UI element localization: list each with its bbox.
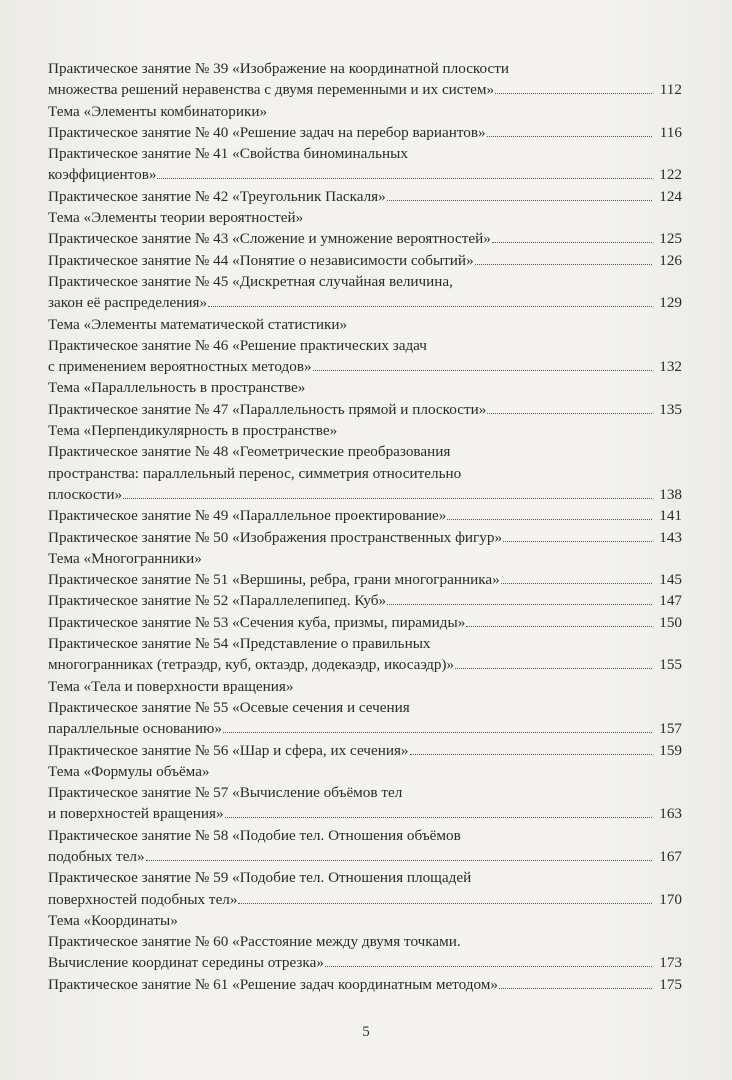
topic-title: Тема «Формулы объёма» [48, 762, 210, 780]
dot-leader [475, 264, 652, 265]
topic-line [48, 676, 682, 697]
toc-entry [48, 740, 682, 761]
entry-page-number: 145 [659, 571, 682, 589]
entry-title-line: Практическое занятие № 59 «Подобие тел. Отношения площадей [48, 869, 472, 887]
entry-title-line: Практическое занятие № 54 «Представление о правильных [48, 635, 431, 653]
topic-title: Тема «Перпендикулярность в пространстве» [48, 422, 338, 440]
entry-title-line: Практическое занятие № 40 «Решение задач на перебор вариантов» [48, 123, 486, 141]
entry-title-line: Практическое занятие № 55 «Осевые сечения и сечения [48, 698, 410, 716]
entry-title-line: пространства: параллельный перенос, симметрия относительно [48, 464, 462, 482]
entry-page-number: 116 [659, 123, 682, 141]
entry-line [48, 399, 682, 420]
entry-page-number: 167 [659, 847, 682, 865]
entry-page-number: 112 [659, 81, 682, 99]
toc-topic-heading [48, 314, 682, 335]
toc-entry [48, 186, 682, 207]
entry-title-line: множества решений неравенства с двумя переменными и их систем» [48, 81, 495, 99]
entry-line [48, 633, 682, 654]
toc-topic-heading [48, 101, 682, 122]
toc-entry [48, 505, 682, 526]
topic-title: Тема «Элементы комбинаторики» [48, 102, 268, 120]
toc-topic-heading [48, 910, 682, 931]
dot-leader [492, 242, 652, 243]
entry-line [48, 463, 682, 484]
entry-title-line: подобных тел» [48, 847, 145, 865]
dot-leader [157, 178, 652, 179]
entry-title-line: Практическое занятие № 57 «Вычисление объёмов тел [48, 784, 403, 802]
dot-leader [487, 413, 652, 414]
entry-line [48, 356, 682, 377]
topic-line [48, 377, 682, 398]
entry-title-line: Практическое занятие № 61 «Решение задач координатным методом» [48, 975, 499, 993]
entry-page-number: 173 [659, 954, 682, 972]
entry-line [48, 228, 682, 249]
dot-leader [146, 860, 652, 861]
entry-line [48, 335, 682, 356]
dot-leader [123, 498, 652, 499]
topic-line [48, 910, 682, 931]
entry-line [48, 846, 682, 867]
entry-page-number: 124 [659, 187, 682, 205]
toc-entry [48, 931, 682, 974]
table-of-contents [48, 58, 682, 995]
entry-title-line: Практическое занятие № 42 «Треугольник Паскаля» [48, 187, 386, 205]
dot-leader [495, 93, 652, 94]
entry-page-number: 135 [659, 400, 682, 418]
topic-line [48, 314, 682, 335]
toc-entry [48, 271, 682, 314]
entry-line [48, 889, 682, 910]
entry-page-number: 138 [659, 485, 682, 503]
dot-leader [455, 668, 652, 669]
entry-title-line: с применением вероятностных методов» [48, 358, 312, 376]
entry-line [48, 612, 682, 633]
toc-entry [48, 612, 682, 633]
entry-line [48, 740, 682, 761]
entry-line [48, 441, 682, 462]
entry-line [48, 803, 682, 824]
dot-leader [410, 754, 652, 755]
entry-page-number: 122 [659, 166, 682, 184]
toc-entry [48, 122, 682, 143]
entry-line [48, 952, 682, 973]
dot-leader [387, 200, 652, 201]
entry-line [48, 718, 682, 739]
entry-page-number: 159 [659, 741, 682, 759]
dot-leader [387, 604, 652, 605]
entry-title-line: Практическое занятие № 56 «Шар и сфера, их сечения» [48, 741, 409, 759]
dot-leader [503, 541, 652, 542]
entry-title-line: Практическое занятие № 43 «Сложение и умножение вероятностей» [48, 230, 491, 248]
toc-topic-heading [48, 761, 682, 782]
toc-entry [48, 250, 682, 271]
topic-title: Тема «Элементы математической статистики» [48, 315, 348, 333]
entry-line [48, 527, 682, 548]
entry-title-line: Практическое занятие № 52 «Параллелепипед. Куб» [48, 592, 387, 610]
entry-page-number: 125 [659, 230, 682, 248]
entry-page-number: 163 [659, 805, 682, 823]
toc-entry [48, 228, 682, 249]
entry-line [48, 58, 682, 79]
entry-line [48, 867, 682, 888]
entry-title-line: Практическое занятие № 50 «Изображения пространственных фигур» [48, 528, 503, 546]
entry-page-number: 143 [659, 528, 682, 546]
entry-page-number: 170 [659, 890, 682, 908]
toc-topic-heading [48, 676, 682, 697]
entry-title-line: параллельные основанию» [48, 720, 222, 738]
entry-page-number: 126 [659, 251, 682, 269]
entry-line [48, 569, 682, 590]
toc-entry [48, 782, 682, 825]
toc-topic-heading [48, 377, 682, 398]
entry-line [48, 931, 682, 952]
entry-line [48, 590, 682, 611]
dot-leader [225, 817, 652, 818]
toc-entry [48, 633, 682, 676]
topic-title: Тема «Тела и поверхности вращения» [48, 677, 294, 695]
entry-page-number: 147 [659, 592, 682, 610]
entry-title-line: Практическое занятие № 53 «Сечения куба, призмы, пирамиды» [48, 613, 466, 631]
toc-entry [48, 974, 682, 995]
entry-page-number: 132 [659, 358, 682, 376]
toc-entry [48, 569, 682, 590]
toc-entry [48, 590, 682, 611]
topic-title: Тема «Элементы теории вероятностей» [48, 209, 304, 227]
toc-entry [48, 58, 682, 101]
entry-title-line: Практическое занятие № 48 «Геометрические преобразования [48, 443, 451, 461]
entry-title-line: многогранниках (тетраэдр, куб, октаэдр, додекаэдр, икосаэдр)» [48, 656, 455, 674]
entry-title-line: плоскости» [48, 485, 123, 503]
entry-line [48, 186, 682, 207]
entry-line [48, 505, 682, 526]
entry-line [48, 654, 682, 675]
dot-leader [238, 903, 652, 904]
toc-entry [48, 825, 682, 868]
entry-line [48, 825, 682, 846]
dot-leader [499, 988, 652, 989]
topic-line [48, 761, 682, 782]
topic-title: Тема «Координаты» [48, 911, 178, 929]
topic-line [48, 548, 682, 569]
entry-title-line: Практическое занятие № 58 «Подобие тел. Отношения объёмов [48, 826, 461, 844]
toc-topic-heading [48, 420, 682, 441]
entry-page-number: 175 [659, 975, 682, 993]
entry-line [48, 271, 682, 292]
entry-title-line: и поверхностей вращения» [48, 805, 224, 823]
toc-entry [48, 867, 682, 910]
entry-page-number: 150 [659, 613, 682, 631]
toc-entry [48, 335, 682, 378]
topic-line [48, 101, 682, 122]
topic-line [48, 207, 682, 228]
toc-entry [48, 399, 682, 420]
entry-line [48, 974, 682, 995]
entry-title-line: Практическое занятие № 60 «Расстояние между двумя точками. [48, 933, 461, 951]
dot-leader [501, 583, 652, 584]
toc-entry [48, 143, 682, 186]
entry-title-line: Практическое занятие № 46 «Решение практических задач [48, 336, 427, 354]
topic-title: Тема «Параллельность в пространстве» [48, 379, 306, 397]
entry-title-line: Практическое занятие № 39 «Изображение на координатной плоскости [48, 60, 510, 77]
entry-page-number: 129 [659, 294, 682, 312]
entry-title-line: коэффициентов» [48, 166, 157, 184]
dot-leader [313, 370, 652, 371]
page-number: 5 [362, 1024, 370, 1040]
dot-leader [447, 519, 652, 520]
toc-topic-heading [48, 207, 682, 228]
entry-title-line: Практическое занятие № 47 «Параллельность прямой и плоскости» [48, 400, 487, 418]
entry-line [48, 164, 682, 185]
entry-line [48, 484, 682, 505]
entry-title-line: поверхностей подобных тел» [48, 890, 238, 908]
entry-line [48, 292, 682, 313]
dot-leader [325, 966, 652, 967]
topic-line [48, 420, 682, 441]
dot-leader [208, 306, 652, 307]
toc-topic-heading [48, 548, 682, 569]
toc-entry [48, 441, 682, 505]
dot-leader [487, 136, 652, 137]
topic-title: Тема «Многогранники» [48, 549, 202, 567]
toc-entry [48, 527, 682, 548]
dot-leader [223, 732, 652, 733]
toc-entry [48, 697, 682, 740]
entry-line [48, 122, 682, 143]
entry-line [48, 79, 682, 100]
entry-page-number: 141 [659, 507, 682, 525]
entry-title-line: Практическое занятие № 51 «Вершины, ребра, грани многогранника» [48, 571, 500, 589]
entry-title-line: Практическое занятие № 41 «Свойства биноминальных [48, 145, 408, 163]
entry-line [48, 697, 682, 718]
entry-title-line: закон её распределения» [48, 294, 208, 312]
entry-page-number: 155 [659, 656, 682, 674]
dot-leader [466, 626, 652, 627]
entry-line [48, 143, 682, 164]
entry-line [48, 782, 682, 803]
entry-title-line: Вычисление координат середины отрезка» [48, 954, 324, 972]
entry-page-number: 157 [659, 720, 682, 738]
entry-title-line: Практическое занятие № 44 «Понятие о независимости событий» [48, 251, 474, 269]
entry-title-line: Практическое занятие № 45 «Дискретная случайная величина, [48, 272, 453, 290]
entry-line [48, 250, 682, 271]
entry-title-line: Практическое занятие № 49 «Параллельное проектирование» [48, 507, 447, 525]
